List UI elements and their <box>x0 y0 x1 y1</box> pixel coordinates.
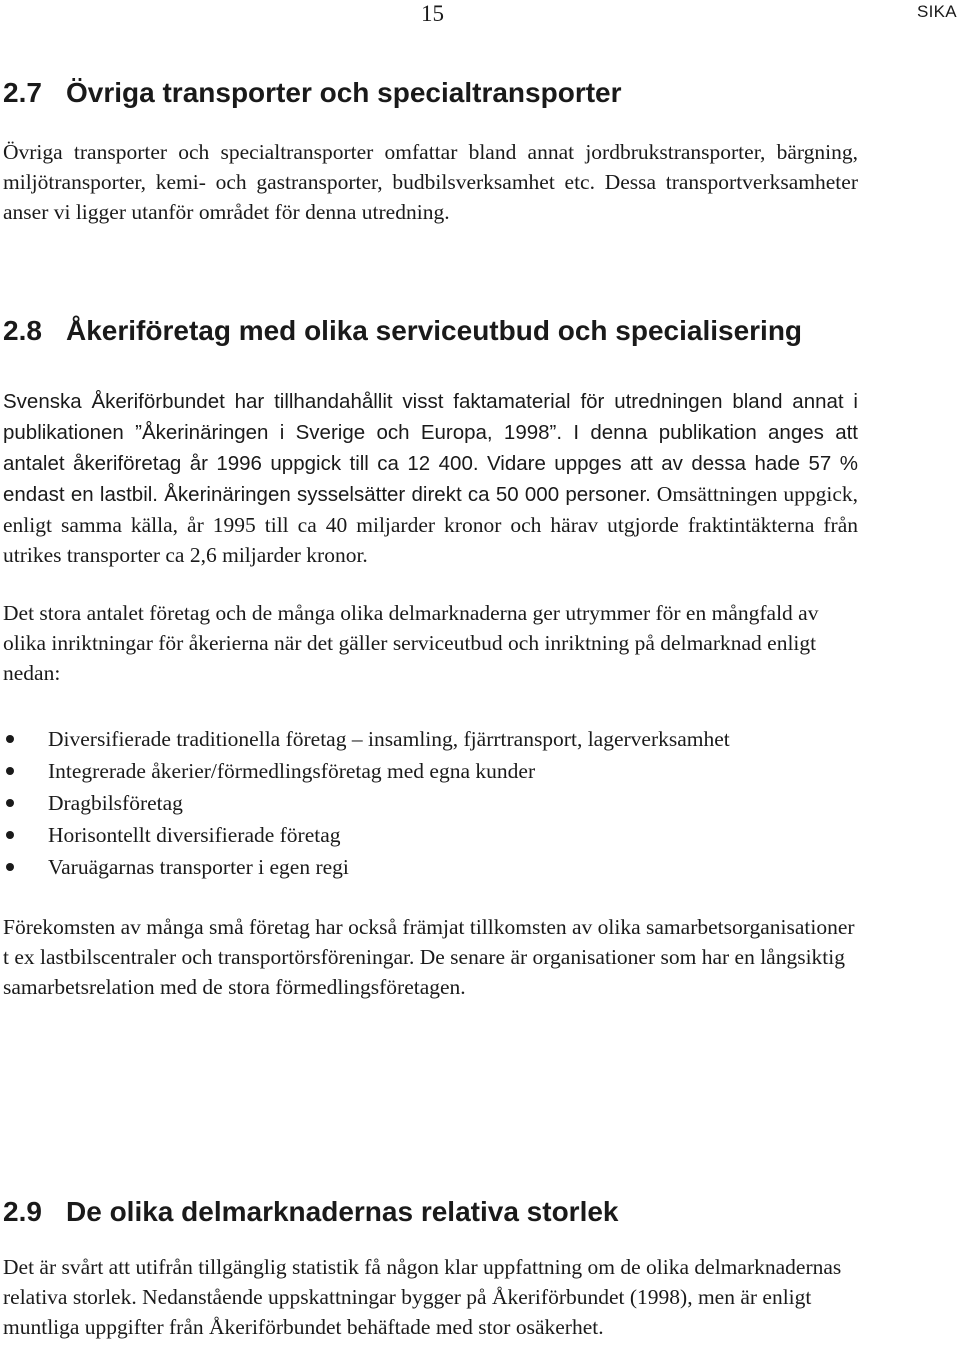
section-2-7 <box>3 75 955 227</box>
bullet-list <box>3 724 955 882</box>
section-number: 2.7 <box>3 77 42 108</box>
section-heading <box>3 1194 955 1230</box>
bullet-icon <box>3 852 48 882</box>
section-2-9 <box>3 1194 955 1342</box>
bullet-icon <box>3 788 48 818</box>
bullet-icon <box>3 724 48 754</box>
section-title: Övriga transporter och specialtransporter <box>66 77 622 108</box>
paragraph: Det stora antalet företag och de många olika delmarknaderna ger utrymmer för en mångfald av olika inriktningar för åkerierna när det gäller serviceutbud och inriktning på delmarknad enligt nedan: <box>3 601 819 685</box>
list-item: Varuägarnas transporter i egen regi <box>3 852 955 882</box>
section-heading <box>3 313 955 349</box>
section-number: 2.8 <box>3 315 42 346</box>
paragraph-serif-part: Omsättningen uppgick, enligt samma källa, år 1995 till ca 40 miljarder kronor och härav utgjorde fraktintäkterna från utrikes transporter ca 2,6 miljarder kronor. <box>3 482 858 567</box>
list-item: Diversifierade traditionella företag – insamling, fjärrtransport, lagerverksamhet <box>3 724 955 754</box>
paragraph <box>3 386 858 570</box>
paragraph-sans-part: Svenska Åkeriförbundet har tillhandahållit visst faktamaterial för utredningen bland annat i publikationen ”Åkerinäringen i Sverige och Europa, 1998”. I denna publikation anges att antalet åkeriföretag år 1996 uppgick till ca 12 400. Vidare uppges att av dessa hade 57 % endast en lastbil. Åkerinäringen sysselsätter direkt ca 50 000 personer. <box>3 390 858 506</box>
list-item: Horisontellt diversifierade företag <box>3 820 955 850</box>
paragraph: Övriga transporter och specialtransporter omfattar bland annat jordbrukstransporter, bärgning, miljötransporter, kemi- och gastransporter, budbilsverksamhet etc. Dessa transportverksamheter anser vi ligger utanför området för denna utredning. <box>3 140 858 224</box>
list-item: Dragbilsföretag <box>3 788 955 818</box>
section-title: Åkeriföretag med olika serviceutbud och specialisering <box>66 315 803 346</box>
section-number: 2.9 <box>3 1196 42 1227</box>
section-2-8 <box>3 313 955 1002</box>
section-title: De olika delmarknadernas relativa storlek <box>66 1196 619 1227</box>
bullet-icon <box>3 756 48 786</box>
brand-logo-text: SIKA <box>917 2 957 21</box>
section-heading <box>3 75 955 111</box>
paragraph: Förekomsten av många små företag har också främjat tillkomsten av olika samarbetsorganisationer t ex lastbilscentraler och transportörsföreningar. De senare är organisationer som har en långsiktig samarbetsrelation med de stora förmedlingsföretagen. <box>3 915 855 999</box>
bullet-icon <box>3 820 48 850</box>
paragraph: Det är svårt att utifrån tillgänglig statistik få någon klar uppfattning om de olika delmarknadernas relativa storlek. Nedanstående uppskattningar bygger på Åkeriförbundet (1998), men är enligt muntliga uppgifter från Åkeriförbundet behäftade med stor osäkerhet. <box>3 1255 842 1339</box>
list-item: Integrerade åkerier/förmedlingsföretag med egna kunder <box>3 756 955 786</box>
page-number: 15 <box>421 1 444 26</box>
